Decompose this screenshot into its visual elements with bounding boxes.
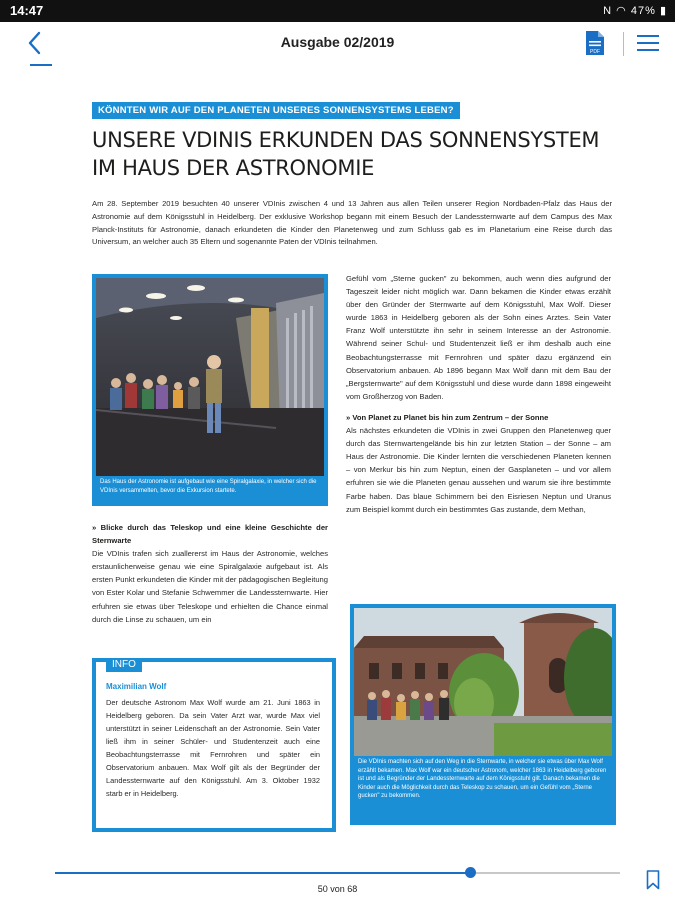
nfc-icon: N: [603, 5, 613, 17]
section2-text: Als nächstes erkundeten die VDInis in zwei Gruppen den Planetenweg quer durch das Sternwartengelände bis hin zur letzten Station – der Sonne – am Haus der Astronomie. Die Kinder lernten die verschiedenen Planeten kennen – von Merkur bis hin zum Neptun, einen der Gasplaneten – und vor allem erfuhren sie wie die Planeten genau aussehen und warum sie ihre bestimmte Farbe haben. Das blaue Schimmern bei den Eisriesen Neptun und Uranus zum Beispiel kommt durch ein bestimmtes Gas zustande, dem Methan,: [346, 426, 611, 514]
menu-icon[interactable]: [637, 35, 659, 53]
app-bar: [0, 22, 675, 66]
photo-observatory-caption: Die VDInis machten sich auf den Weg in die Sternwarte, in welcher sie etwas über Max Wolf erzählt bekamen. Max Wolf war ein deutscher Astronom, welcher 1863 in Heidelberg geboren ist und als Begründer der Landessternwarte auf dem Königsstuhl gilt. Danach bekamen die Kinder auch die Möglichkeit durch das Teleskop zu schauen, um ein Gefühl vom „Sterne gucken" zu bekommen.: [354, 756, 612, 815]
issue-title: Ausgabe 02/2019: [280, 34, 395, 50]
page-slider-knob[interactable]: [465, 867, 476, 878]
headline-line-2: IM HAUS DER ASTRONOMIE: [92, 156, 375, 180]
headline-line-1: UNSERE VDINIS ERKUNDEN DAS SONNENSYSTEM: [92, 128, 600, 152]
status-time: 14:47: [10, 3, 44, 18]
info-name: Maximilian Wolf: [106, 682, 167, 691]
wifi-icon: ◠: [616, 5, 627, 17]
svg-text:PDF: PDF: [590, 49, 600, 55]
info-text: Der deutsche Astronom Max Wolf wurde am 21. Juni 1863 in Heidelberg geboren. Da sein Vater Arzt war, wurde Max viel unterstützt in seiner Leidenschaft an der Astronomie. Sein Vater ließ ihm in seiner Schüler- und Studentenzeit auch eine Beobachtungsterrasse mit Fernrohren und später ein Observatorium anbauen. Max Wolf gilt als der Begründer der Landessternwarte auf den Königsstuhl. Am 3. Oktober 1932 starb er in Heidelberg.: [106, 698, 320, 798]
photo-astronomy-house-image: [96, 278, 324, 476]
header-divider: [623, 32, 624, 56]
photo-astronomy-house-caption: Das Haus der Astronomie ist aufgebaut wie eine Spiralgalaxie, in welcher sich die VDInis versammelten, bevor die Exkursion startete.: [96, 476, 324, 497]
column-left: [92, 521, 328, 626]
article-kicker: KÖNNTEN WIR AUF DEN PLANETEN UNSERES SONNENSYSTEMS LEBEN?: [92, 102, 460, 119]
pdf-icon[interactable]: [585, 30, 605, 56]
column-right: [346, 272, 611, 516]
page-slider[interactable]: [55, 872, 620, 874]
photo-observatory: [350, 604, 616, 825]
battery-icon: ▮: [659, 5, 667, 17]
section1-text: Die VDInis trafen sich zuallererst im Haus der Astronomie, welches erstaunlicherweise genau wie eine Spiralgalaxie aufgebaut ist. Als ersten Punkt erkundeten die Kinder mit der pädagogischen Begleitung von Ester Kolar und Stefanie Schwemmer die Landessternwarte. Hier erfuhren sie etwas über Teleskope und erhielten die Chance einmal durch die Linse zu schauen, um ein: [92, 549, 328, 624]
section2-heading: » Von Planet zu Planet bis hin zum Zentrum – der Sonne: [346, 412, 549, 422]
info-box-max-wolf: [92, 658, 336, 832]
photo-astronomy-house: [92, 274, 328, 506]
article-headline: [92, 126, 612, 182]
column-right-text-1: Gefühl vom „Sterne gucken" zu bekommen, auch wenn dies aufgrund der Tageszeit leider nicht möglich war. Dann bekamen die Kinder etwas erzählt über den Gründer der Sternwarte auf dem Königsstuhl, Max Wolf. Dieser wurde 1863 in Heidelberg geboren als der Sohn eines Arztes. Sein Vater Franz Wolf unterstützte ihn sehr in seinem Interesse an der Astronomie. Während seiner Schul- und Studentenzeit ließ er ihm deshalb auch eine Beobachtungsterrasse mit Fernrohren und später dazu ergänzend ein Observatorium anbauen. Ab 1896 begann Max Wolf dann mit dem Bau der „Bergsternwarte" auf dem Königsstuhl und diese wurde dann 1898 eingeweiht vom Großherzog von Baden.: [346, 274, 611, 401]
info-tag: INFO: [106, 658, 142, 672]
section1-heading: » Blicke durch das Teleskop und eine kleine Geschichte der Sternwarte: [92, 523, 328, 546]
battery-percent: 47%: [630, 5, 656, 17]
status-icons: [603, 4, 667, 17]
page-slider-fill: [55, 872, 470, 874]
photo-observatory-image: [354, 608, 612, 756]
status-bar: [0, 0, 675, 22]
page-indicator: 50 von 68: [317, 884, 358, 894]
article-intro: Am 28. September 2019 besuchten 40 unserer VDInis zwischen 4 und 13 Jahren aus allen Teilen unserer Region Nordbaden-Pfalz das Haus der Astronomie auf dem Königsstuhl in Heidelberg. Der exklusive Workshop begann mit einem Besuch der Landessternwarte auf dem Campus des Max Planck-Instituts für Astronomie, danach erkundeten die Kinder den Planetenweg und zum Schluss gab es im Planetarium eine Reise durch das Universum, an welcher auch 35 Eltern und sogenannte Paten der VDInis teilnahmen.: [92, 199, 612, 247]
bottom-bar: [0, 856, 675, 900]
magazine-page: [0, 66, 675, 856]
bookmark-icon[interactable]: [646, 870, 660, 890]
